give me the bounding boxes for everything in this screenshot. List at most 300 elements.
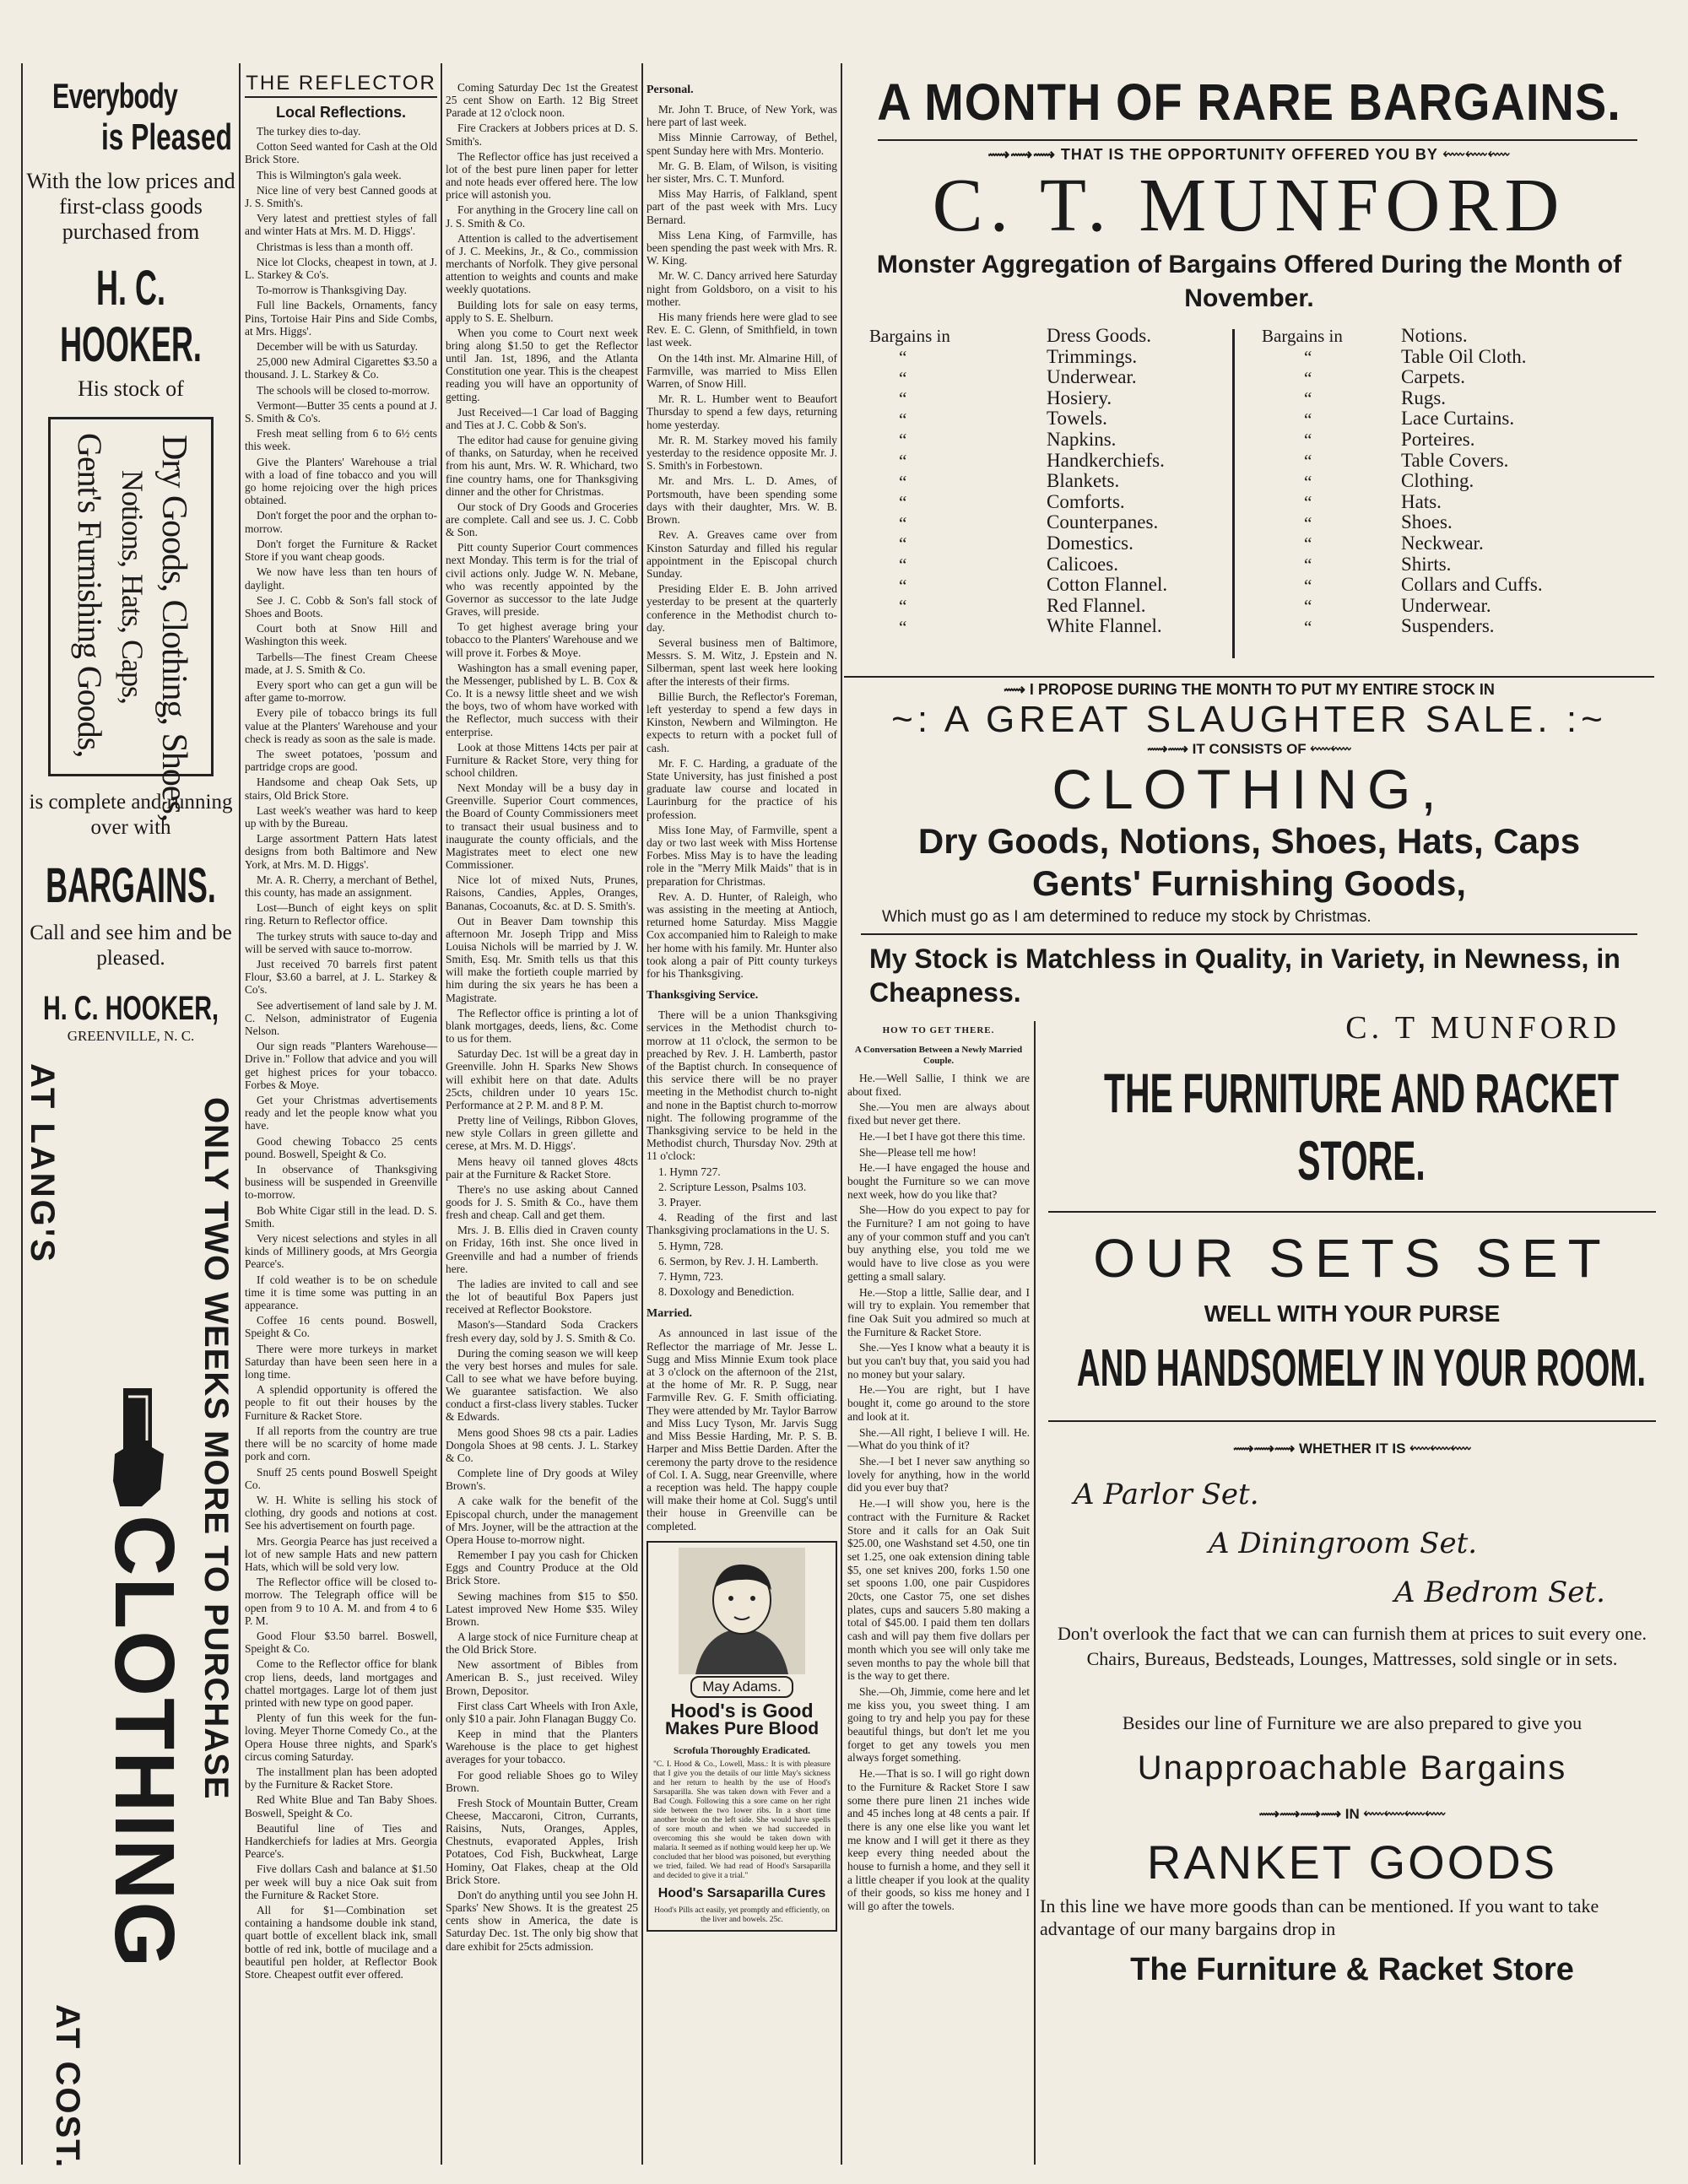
ditto-mark: “ [899,450,907,471]
notice-item: The ladies are invited to call and see the lot of beautiful Box Papers just received at Reflector Bookstore. [446,1277,638,1316]
personal-item: Mr. W. C. Dancy arrived here Saturday night from Goldsboro, on a visit to his mother. [647,269,837,308]
notice-item: A large stock of nice Furniture cheap at the Old Brick Store. [446,1630,638,1657]
local-item: Nice line of very best Canned goods at J. S. Smith's. [245,183,437,210]
notice-item: Remember I pay you cash for Chicken Eggs and Country Produce at the Old Brick Store. [446,1549,638,1587]
ditto-mark: “ [899,575,907,596]
local-item: The Reflector office will be closed to-morrow. The Telegraph office will be open from 9 to 10 A. M. and from 4 to 6 P. M. [245,1576,437,1627]
munford-rule [861,933,1637,935]
hooker-advertisement [25,76,236,1055]
local-item: Get your Christmas advertisements ready and let the people know what you have. [245,1094,437,1133]
notice-item: Don't do anything until you see John H. Sparks' New Shows. It is the greatest 25 cents show in America, the date is Saturday Dec. 1st. The only big show that dare exhibit for 25cts admission. [446,1888,638,1953]
local-item: The turkey dies to-day. [257,125,361,138]
local-item: Large assortment Pattern Hats latest designs from both Baltimore and New York, at Mrs. M. D. Higgs'. [245,832,437,871]
purse-heading: WELL WITH YOUR PURSE [1204,1300,1501,1327]
married-paragraph: As announced in last issue of the Reflector the marriage of Mr. Jesse L. Sugg and Miss Minnie Exum took place at 3 o'clock on the afternoon of the 21st, at the home of Mr. R. P. Sugg, near Farmville Rev. G. F. Smith officiating. They were attended by Mr. Taylor Barrow and Miss Lucy Tyson, Mr. Jarvis Sugg and Miss Bessie Harding, Mr. P. S. B. Harper and Miss Bettie Darden. After the ceremony the party drove to the residence of Col. I. A. Sugg, near Greenville, where a reception was held. The happy couple will make their home at Col. Sugg's until their house in Greenville can be completed. [647,1327,838,1533]
unapproachable-heading: Unapproachable Bargains [1137,1749,1567,1787]
local-item: We now have less than ten hours of daylight. [245,565,437,592]
local-item: Vermont—Butter 35 cents a pound at J. S. Smith & Co's. [245,398,437,425]
married-text [647,1327,837,1532]
notice-item: The Reflector office has just received a lot of the best pure linen paper for letter and note heads ever offered here. The low price will astonish you. [446,149,638,202]
dialog-line: He.—I have engaged the house and bought the Furniture so we can move next week, how do you like that? [847,1161,1030,1201]
hooker-intro: With the low prices and first-class goods purchased from [26,169,235,244]
notice-item: Look at those Mittens 14cts per pair at Furniture & Racket Store, very thing for school children. [446,740,638,779]
local-item: Five dollars Cash and balance at $1.50 per week will buy a nice Oak suit from the Furniture & Racket Store. [245,1862,437,1901]
local-item: Good chewing Tobacco 25 cents pound. Boswell, Speight & Co. [245,1134,437,1160]
hoods-title: Hood's is Good [670,1699,814,1722]
besides-text: Besides our line of Furniture we are also prepared to give you [1122,1712,1582,1733]
local-item: See J. C. Cobb & Son's fall stock of Shoes and Boots. [245,593,437,619]
stock-line-1: Dry Goods, Clothing, Shoes, [154,435,193,822]
ditto-mark: “ [899,430,907,451]
notice-item: Mens heavy oil tanned gloves 48cts pair at the Furniture & Racket Store. [446,1154,638,1181]
local-item: Coffee 16 cents pound. Boswell, Speight & Co. [245,1314,437,1340]
propose-line [844,676,1654,699]
personal-item: His many friends here were glad to see Rev. E. C. Glenn, of Smithfield, in town last week. [647,311,837,349]
personal-item: Miss Ione May, of Farmville, spent a day or two last week with Miss Hortense Forbes. Miss May is to have the leading role in the "Merry Milk Maids" that is in preparation for Christmas. [647,823,837,888]
bargain-item: Napkins. [1047,428,1117,450]
married-heading: Married. [647,1307,693,1321]
hoods-body: "C. I. Hood & Co., Lowell, Mass.: It is with pleasure that I give you the details of our little May's sickness and her return to health by the use of Hood's Sarsaparilla. She was taken down with Fever and a Bad Cough. Following this a sore came on her right side between the two lower ribs. In a short time another broke on the left side. She would have spells of sore mouth and when we had succeeded in overcoming this she would be taken down with malaria. It seemed as if nothing would keep her up. We concluded that her blood was poisoned, but everything we tried, failed. We had read of Hood's Sarsaparilla and decided to give it a trial." [653,1760,830,1880]
local-item: If cold weather is to be on schedule time it is time some was putting in an appearance. [245,1273,437,1312]
bargains-label-right: Bargains in [1262,326,1343,346]
ditto-mark: “ [1304,492,1312,513]
dialog-line: He.—That is so. I will go right down to the Furniture & Racket Store I saw some there pure linen 21 inches wide and 45 inches long at 48 cents a pair. If there is any one else like you want let me know and I will get it there as they keep every thing needed about the house to furnish a home, and they sell it a little cheaper if you look at the quality of their goods, so kiss me honey and I will go after the towels. [847,1767,1030,1913]
local-item: The turkey struts with sauce to-day and will be served with sauce to-morrow. [245,929,437,955]
bargain-item: Counterpanes. [1047,511,1159,533]
consists-text: IT CONSISTS OF [1192,741,1307,757]
dialog-title: HOW TO GET THERE. [882,1025,995,1035]
notice-item: For anything in the Grocery line call on J. S. Smith & Co. [446,203,638,230]
dialog-line: She—Please tell me how! [859,1145,977,1159]
local-item: There were more turkeys in market Saturday than have been seen here in a long time. [245,1342,437,1381]
notice-item: Fire Crackers at Jobbers prices at D. S. Smith's. [446,122,638,148]
bargain-item: Dress Goods. [1047,325,1151,346]
reflector-column [245,74,437,2163]
local-item: Bob White Cigar still in the lead. D. S. Smith. [245,1203,437,1230]
local-item: Fresh meat selling from 6 to 6½ cents this week. [245,427,437,453]
everybody-heading: Everybody [52,76,178,116]
hooker-name: H. C. HOOKER. [60,261,202,372]
dialog-line: She.—All right, I believe I will. He.—What do you think of it? [847,1425,1030,1452]
dialog-line: She.—I bet I never saw anything so lovely for anything, how in the world did you ever buy that? [847,1454,1030,1495]
in-text: IN [1344,1806,1360,1822]
personal-item: Miss Lena King, of Farmville, has been spending the past week with Mrs. R. W. King. [647,228,837,268]
ornament-icon: ⟿ [1004,681,1030,698]
parlor-set: A Parlor Set. [1074,1478,1259,1511]
bargains-heading: BARGAINS. [46,858,216,913]
local-items [245,125,437,1981]
bargain-item: Cotton Flannel. [1047,574,1168,596]
local-item: In observance of Thanksgiving business will be suspended in Greenville to-morrow. [245,1163,437,1202]
notice-item: Fresh Stock of Mountain Butter, Cream Cheese, Maccaroni, Citron, Currants, Raisins, Nuts, Oranges, Apples, Chestnuts, evaporated Apples, Irish Potatoes, Cod Fish, Buckwheat, Large Hominy, Oat Flakes, cheap at the Old Brick Store. [446,1796,638,1886]
notice-item: The editor had cause for genuine giving of thanks, on Saturday, when he received from his aunt, Mrs. W. R. Whichard, two fine country hams, one for Thanksgiving dinner and the other for Christmas. [446,434,638,498]
local-item: If all reports from the country are true there will be no scarcity of home made pork and corn. [245,1424,437,1463]
propose-text: I PROPOSE DURING THE MONTH TO PUT MY ENTIRE STOCK IN [1029,681,1495,698]
munford-signature: C. T MUNFORD [1345,1010,1620,1046]
stock-line-3: Gent's Furnishing Goods, [71,433,109,758]
local-item: All for $1—Combination set containing a handsome double ink stand, quart bottle of excellent black ink, small bottle of red ink, bottle of mucilage and a beautiful pen holder, at Reflector Book Store. Cheapest outfit ever offered. [245,1904,437,1981]
thanksgiving-text [647,1008,837,1162]
notice-item: Complete line of Dry goods at Wiley Brown's. [446,1467,638,1493]
local-item: Very nicest selections and styles in all kinds of Millinery goods, at Mrs Georgia Pearce's. [245,1232,437,1271]
langs-heading: AT LANG'S [24,1063,61,1264]
personal-item: Miss Minnie Carroway, of Bethel, spent Sunday here with Mrs. Monterio. [647,131,837,157]
notice-item: Our stock of Dry Goods and Groceries are complete. Call and see us. J. C. Cobb & Son. [446,500,638,539]
ornament-icon: ⬳⬳ [1306,741,1351,757]
local-item: Every pile of tobacco brings its full value at the Planters' Warehouse and your check is ready as soon as the sale is made. [245,706,437,745]
local-item: Give the Planters' Warehouse a trial with a load of fine tobacco and you will go home rejoicing over the high prices obtained. [245,455,437,507]
notice-item: Saturday Dec. 1st will be a great day in Greenville. John H. Sparks New Shows will exhibit here on that date. Adults 25cts, children under 10 years 15c. Performance at 2 P. M. and 8 P. M. [446,1047,638,1111]
dialog-line: He.—Stop a little, Sallie dear, and I will try to explain. You remember that fine Oak Suit you admired so much at the Furniture & Racket Store. [847,1285,1030,1338]
notice-item: First class Cart Wheels with Iron Axle, only $10 a pair. John Flanagan Buggy Co. [446,1699,638,1725]
local-item: Just received 70 barrels first patent Flour, $3.60 a barrel, at J. L. Starkey & Co's. [245,957,437,997]
room-rule [1048,1420,1656,1422]
notice-item: For good reliable Shoes go to Wiley Brown. [446,1768,638,1794]
complete-text: is complete and running over with [29,791,233,839]
local-item: W. H. White is selling his stock of clothing, dry goods and notions at cost. See his advertisement on fourth page. [245,1493,437,1533]
bargain-item: Rugs. [1401,387,1447,408]
ditto-mark: “ [899,367,907,388]
slaughter-text: A GREAT SLAUGHTER SALE. [944,699,1552,740]
line-dry-goods: Dry Goods, Notions, Shoes, Hats, Caps [917,821,1581,861]
ditto-mark: “ [1304,575,1312,596]
ditto-mark: “ [899,492,907,513]
personal-item: Miss May Harris, of Falkland, spent part of the past week with Mrs. Lucy Bernard. [647,187,837,226]
list-divider [1232,329,1235,658]
notice-item: During the coming season we will keep the very best horses and mules for sale. Call to see what we have before buying. We guarantee satisfaction. We also conduct a first-class livery stables. Tucker & Edwards. [446,1346,638,1424]
bargain-item: Porteires. [1401,428,1475,450]
bargain-item: Towels. [1047,408,1107,430]
bedroom-set: A Bedrom Set. [1394,1576,1605,1609]
ditto-mark: “ [1304,347,1312,367]
local-item: Nice lot Clocks, cheapest in town, at J. L. Starkey & Co's. [245,255,437,282]
notice-item: Pretty line of Veilings, Ribbon Gloves, new style Collars in green gillette and cerese, at Mrs. M. D. Higgs'. [446,1114,638,1153]
dialog-line: She.—Yes I know what a beauty it is but you can't buy that, you said you had no money but your salary. [847,1341,1030,1381]
bargains-list [844,326,1688,676]
dialog-subtitle: A Conversation Between a Newly Married Couple. [854,1045,1023,1066]
notice-item: Coming Saturday Dec 1st the Greatest 25 cent Show on Earth. 12 Big Street Parade at 12 o'clock noon. [446,81,638,120]
list-right [1401,326,1543,637]
slaughter-heading [844,699,1654,741]
pointing-hand-icon [108,1388,167,1506]
local-item: Last week's weather was hard to keep up with by the Bureau. [245,803,437,830]
ditto-mark: “ [1304,554,1312,575]
notice-item: When you come to Court next week bring along $1.50 to get the Reflector until Jan. 1st, 1896, and the Atlanta Constitution one year. This is the cheapest reading you will have an opportunity of getting. [446,326,638,403]
ditto-mark: “ [899,533,907,554]
bargain-item: Red Flannel. [1047,594,1146,616]
local-item: Don't forget the poor and the orphan to-morrow. [245,509,437,535]
whether-line [1040,1441,1664,1457]
hoods-name-banner: May Adams. [690,1676,793,1698]
matchless-text: My Stock is Matchless in Quality, in Variety, in Newness, in Cheapness. [869,943,1620,1008]
ornament-icon: ⬳⬳⬳⬳ [1359,1806,1446,1822]
local-item: The sweet potatoes, 'possum and partridge crops are good. [245,747,437,774]
hooker-signature: H. C. HOOKER, [42,990,219,1027]
column-rule [841,63,842,2165]
personal-item: Rev. A. D. Hunter, of Raleigh, who was assisting in the meeting at Antioch, returned home Saturday. Miss Maggie Cox accompanied him to Raleigh to make her home with his family. Mr. Hunter also took along a pair of Pitt county turkeys for his Thanksgiving. [647,889,837,980]
personal-item: Mr. F. C. Harding, a graduate of the State University, has just finished a post graduate law course and located in Laurinburg for the practice of his profession. [647,756,837,821]
local-item: Handsome and cheap Oak Sets, up stairs, Old Brick Store. [245,776,437,802]
ditto-mark: “ [1304,388,1312,409]
dialog-line: He.—Well Sallie, I think we are about fixed. [847,1072,1030,1098]
dialog-line: She.—You men are always about fixed but never get there. [847,1100,1030,1127]
call-text: Call and see him and be pleased. [30,922,232,970]
ornament-right-icon: ⬳⬳⬳ [1437,146,1511,163]
program-item: 8. Doxology and Benediction. [658,1285,795,1299]
notice-item: Next Monday will be a busy day in Greenville. Superior Court commences, the Board of County Commissioners meet to transact their usual business and to inaugurate the county officials, and the Magistrates meet to elect one new Commissioner. [446,781,638,872]
local-item: Cotton Seed wanted for Cash at the Old Brick Store. [245,140,437,166]
ditto-marks-right [1304,347,1312,637]
overlook-text: Don't overlook the fact that we can can furnish them at prices to suit every one. Chairs, Bureaus, Bedsteads, Lounges, Mattresses, sold single or in sets. [1058,1623,1647,1669]
bargain-item: Shirts. [1401,553,1452,575]
personal-heading: Personal. [647,84,694,96]
ditto-mark: “ [1304,616,1312,637]
local-item: Christmas is less than a month off. [257,240,414,253]
notices-column [446,81,638,2163]
masthead: THE REFLECTOR [245,74,437,98]
column-rule [641,63,643,2165]
list-left [1047,326,1167,637]
local-item: The schools will be closed to-morrow. [257,383,430,397]
notice-item: Just Received—1 Car load of Bagging and Ties at J. C. Cobb & Son's. [446,405,638,431]
ornament-icon: ⬳⬳⬳ [1405,1441,1471,1457]
notice-item: Sewing machines from $15 to $50. Latest improved New Home $35. Wiley Brown. [446,1589,638,1628]
langs-advertisement [24,1059,236,2170]
notice-item: There's no use asking about Canned goods for J. S. Smith & Co., have them fresh and cheap. Call and get them. [446,1182,638,1222]
local-reflections-heading: Local Reflections. [275,104,407,121]
local-item: Tarbells—The finest Cream Cheese made, at J. S. Smith & Co. [245,650,437,676]
local-item: This is Wilmington's gala week. [257,168,402,181]
notice-item: Keep in mind that the Planters Warehouse is the place to get highest averages for your tobacco. [446,1727,638,1766]
personal-item: Presiding Elder E. B. John arrived yesterday to be present at the quarterly conference in the Methodist church to-day. [647,582,837,634]
ditto-mark: “ [1304,367,1312,388]
bargain-item: Shoes. [1401,511,1453,533]
local-item: Plenty of fun this week for the fun-loving. Meyer Thorne Comedy Co., at the Opera House three nights, and Spark's circus coming Saturday. [245,1711,437,1763]
local-item: See advertisement of land sale by J. M. C. Nelson, administrator of Eugenia Nelson. [245,998,437,1037]
personal-item: Billie Burch, the Reflector's Foreman, left yesterday to spend a few days in Kinston, Newbern and Wilmington. He expects to return with a pocket full of cash. [647,689,837,754]
dialog-line: He.—I will show you, here is the contract with the Furniture & Racket Store and it calls for an Oak Suit $25.00, one Washstand set 4.50, one tin set 1.25, one oak extension dining table $5, one set knives 200, forks 1.50 one set spoons 1.00, one pair Cuspidores 20cts, one Castor 75, one set dishes plates, cups and saucers 5.80 making a total of $45.00. I paid them ten dollars cash and will pay them five dollars per month which you see will only take me seven months to pay the whole bill that is the way to get there. [847,1497,1030,1683]
line-gents: Gents' Furnishing Goods, [1032,863,1466,903]
dialog-line: He.—You are right, but I have bought it, come go around to the store and look at it. [847,1383,1030,1423]
hoods-advertisement [647,1541,837,1932]
dialog-lines [847,1072,1030,1913]
notice-item: Mens good Shoes 98 cts a pair. Ladies Dongola Shoes at 98 cents. J. L. Starkey & Co. [446,1425,638,1464]
hooker-city: GREENVILLE, N. C. [67,1028,195,1044]
bargain-item: Clothing. [1401,470,1474,492]
local-item: Don't forget the Furniture & Racket Store if you want cheap goods. [245,537,437,564]
offered-line [844,146,1654,164]
personal-items [647,103,837,980]
local-item: Mrs. Georgia Pearce has just received a lot of new sample Hats and new pattern Hats, which will be sold very low. [245,1534,437,1573]
ditto-mark: “ [899,408,907,430]
local-item: 25,000 new Admiral Cigarettes $3.50 a thousand. J. L. Starkey & Co. [245,355,437,381]
langs-cost: AT COST. [49,2004,86,2170]
ornament-icon: :~ [1551,699,1607,740]
local-item: A splendid opportunity is offered the people to fit out their houses by the Furniture & Racket Store. [245,1383,437,1422]
ditto-mark: “ [1304,450,1312,471]
bargain-item: Trimmings. [1047,345,1138,367]
munford-headline: A MONTH OF RARE BARGAINS. [877,72,1621,132]
dining-set: A Diningroom Set. [1209,1527,1478,1560]
bargain-item: White Flannel. [1047,615,1162,637]
personal-column [647,81,837,2163]
notice-item: New assortment of Bibles from American B. S., just received. Wiley Brown, Depositor. [446,1658,638,1697]
bargain-item: Table Covers. [1401,449,1509,471]
bargain-item: Handkerchiefs. [1047,449,1165,471]
local-item: Snuff 25 cents pound Boswell Speight Co. [245,1465,437,1491]
bargain-item: Neckwear. [1401,532,1484,554]
ornament-icon: ⟿⟿⟿⟿ [1258,1806,1345,1822]
notice-item: Pitt county Superior Court commences next Monday. This term is for the trial of civil actions only. Judge W. N. Mebane, who was recently appointed by the Governor as successor to the late Judge Graves, will preside. [446,541,638,619]
dialog-line: She—How do you expect to pay for the Furniture? I am not going to have any of your common stuff and you can't buy anything else, you told me we would have to live close as you were getting a small salary. [847,1203,1030,1283]
bargain-item: Underwear. [1047,366,1137,388]
store-heading: THE FURNITURE AND RACKET STORE. [1103,1062,1619,1192]
which-text: Which must go as I am determined to reduce my stock by Christmas. [882,908,1372,926]
header-rule [878,139,1637,141]
stock-line-2: Notions, Hats, Caps, [116,470,149,704]
portrait-illustration [679,1548,805,1674]
bargain-item: Blankets. [1047,470,1120,492]
consists-line [844,741,1654,758]
notice-item: Nice lot of mixed Nuts, Prunes, Raisons, Candies, Apples, Oranges, Bananas, Cocoanuts, &c. at D. S. Smith's. [446,873,638,912]
bargain-item: Hosiery. [1047,387,1112,408]
langs-weeks: ONLY TWO WEEKS MORE TO PURCHASE [197,1097,235,1800]
personal-item: Mr. and Mrs. L. D. Ames, of Portsmouth, have been spending some days with their daughter, Mrs. W. B. Brown. [647,474,837,527]
personal-item: Mr. John T. Bruce, of New York, was here part of last week. [647,103,837,129]
store-rule [1048,1211,1656,1213]
hoods-title-2: Makes Pure Blood [664,1718,820,1738]
notice-item: Washington has a small evening paper, the Messenger, published by L. B. Cox & Co. It is a newsy little sheet and we wish the boys, two of whom have worked with the Reflector, much success with their enterprise. [446,661,638,738]
ditto-mark: “ [1304,408,1312,430]
column-rule [1034,1021,1036,2165]
thanksgiving-program [647,1165,837,1299]
racket-goods-heading: RANKET GOODS [1146,1835,1558,1889]
local-item: Red White Blue and Tan Baby Shoes. Boswell, Speight & Co. [245,1793,437,1819]
clothing-heading: CLOTHING, [1052,758,1447,820]
dialog-line: She.—Oh, Jimmie, come here and let me kiss you, you sweet thing. I am going to try and help you pay for these beautiful things, but don't let me you forget to get any towels you men always forget something. [847,1684,1030,1765]
bargain-item: Calicoes. [1047,553,1118,575]
program-item: 2. Scripture Lesson, Psalms 103. [658,1180,807,1193]
notice-item: Building lots for sale on easy terms, apply to S. E. Shelburn. [446,298,638,324]
local-item: Good Flour $3.50 barrel. Boswell, Speight & Co. [245,1629,437,1656]
langs-clothing: CLOTHING [97,1515,192,1970]
local-item: Every sport who can get a gun will be after game to-morrow. [245,678,437,705]
bargain-item: Carpets. [1401,366,1466,388]
ditto-mark: “ [899,554,907,575]
notice-item: The Reflector office is printing a lot of blank mortgages, deeds, liens, &c. Come to us for them. [446,1006,638,1046]
bargain-item: Domestics. [1047,532,1133,554]
notice-item: To get highest average bring your tobacco to the Planters' Warehouse and we will prove it. Forbes & Moye. [446,620,638,659]
notice-items [446,81,638,1953]
ditto-marks-left [899,347,906,637]
personal-item: Mr. R. L. Humber went to Beaufort Thursday to spend a few days, returning home yesterday. [647,392,837,431]
munford-name: C. T. MUNFORD [932,164,1566,247]
bargain-item: Collars and Cuffs. [1401,574,1543,596]
sets-heading: OUR SETS SET [1093,1228,1611,1289]
bargain-item: Suspenders. [1401,615,1495,637]
ditto-mark: “ [1304,596,1312,617]
column-rule [441,63,442,2165]
local-item: Our sign reads "Planters Warehouse—Drive in." Follow that advice and you will get highest prices for your tobacco. Forbes & Moye. [245,1040,437,1091]
his-stock: His stock of [78,376,184,401]
local-item: Lost—Bunch of eight keys on split ring. Return to Reflector office. [245,901,437,927]
whether-text: WHETHER IT IS [1298,1441,1406,1457]
program-item: 5. Hymn, 728. [658,1239,723,1252]
monster-heading: Monster Aggregation of Bargains Offered During the Month of November. [876,251,1622,312]
local-item: Court both at Snow Hill and Washington this week. [245,622,437,648]
personal-item: Mr. R. M. Starkey moved his family yesterday to the residence opposite Mr. J. S. Smith's in Forbestown. [647,433,837,473]
is-pleased-heading: is Pleased [101,116,232,158]
bargain-item: Notions. [1401,325,1468,346]
ditto-mark: “ [899,471,907,492]
local-item: Come to the Reflector office for blank crop liens, deeds, land mortgages and chattel mortgages. Large lot of them just printed with new type on good paper. [245,1657,437,1709]
ditto-mark: “ [1304,471,1312,492]
personal-item: Rev. A. Greaves came over from Kinston Saturday and filled his regular appointment in the Episcopal church Sunday. [647,528,837,580]
hoods-subtitle: Scrofula Thoroughly Eradicated. [674,1745,810,1756]
program-item: 1. Hymn 727. [658,1165,721,1178]
ornament-left-icon: ⟿⟿⟿ [987,146,1061,163]
program-item: 7. Hymn, 723. [658,1270,723,1284]
room-heading: AND HANDSOMELY IN YOUR ROOM. [1076,1339,1647,1397]
ditto-mark: “ [899,616,907,637]
notice-item: Mrs. J. B. Ellis died in Craven county on Friday, 16th inst. She once lived in Greenville and had a number of friends here. [446,1224,638,1275]
bargain-item: Table Oil Cloth. [1401,345,1527,367]
dialog-line: He.—I bet I have got there this time. [859,1129,1025,1143]
bargain-item: Lace Curtains. [1401,408,1515,430]
ornament-icon: ~: [891,699,944,740]
in-line [1040,1806,1664,1823]
dialog-column [847,1021,1030,2165]
ditto-mark: “ [899,347,907,367]
ditto-mark: “ [1304,512,1312,533]
bargain-item: Hats. [1401,490,1442,512]
notice-item: Mason's—Standard Soda Crackers fresh every day, sold by J. S. Smith & Co. [446,1318,638,1344]
ditto-mark: “ [899,596,907,617]
ditto-mark: “ [1304,430,1312,451]
footer-heading: The Furniture & Racket Store [1130,1952,1574,1987]
more-text: In this line we have more goods than can be mentioned. If you want to take advantage of our many bargains drop in [1040,1895,1599,1939]
local-item: December will be with us Saturday. [257,340,419,354]
notice-item: Out in Beaver Dam township this afternoon Mr. Joseph Tripp and Miss Louisa Nichols will be married by J. W. Smith, Esq. Mr. Smith tells us that this will make the fortieth couple married by him during the six years he has been a Magistrate. [446,914,638,1004]
notice-item: Attention is called to the advertisement of J. C. Meekins, Jr., & Co., commission merchants of Norfolk. They give personal attention to weights and counts and make weekly quotations. [446,231,638,296]
bargain-item: Comforts. [1047,490,1125,512]
ornament-icon: ⟿⟿⟿ [1233,1441,1299,1457]
bargains-label-left: Bargains in [869,326,950,346]
hoods-pills: Hood's Pills act easily, yet promptly and efficiently, on the liver and bowels. 25c. [654,1906,830,1924]
notice-item: A cake walk for the benefit of the Episcopal church, under the management of Mrs. Joyner, will be the attraction at the Opera House to-morrow night. [446,1495,638,1546]
local-item: Very latest and prettiest styles of fall and winter Hats at Mrs. M. D. Higgs'. [245,212,437,238]
personal-item: Mr. G. B. Elam, of Wilson, is visiting her sister, Mrs. C. T. Munford. [647,159,837,186]
local-item: Mr. A. R. Cherry, a merchant of Bethel, this county, has made an assignment. [245,873,437,899]
ditto-mark: “ [1304,533,1312,554]
personal-item: On the 14th inst. Mr. Almarine Hill, of Farmville, was married to Miss Ellen Warren, of Snow Hill. [647,351,837,391]
ditto-mark: “ [899,388,907,409]
local-item: Beautiful line of Ties and Handkerchiefs for ladies at Mrs. Georgia Pearce's. [245,1821,437,1861]
local-item: Full line Backels, Ornaments, fancy Pins, Tortoise Hair Pins and Side Combs, at Mrs. Higgs'. [245,299,437,338]
bargain-item: Underwear. [1401,594,1491,616]
program-item: 3. Prayer. [658,1196,701,1209]
ornament-icon: ⟿⟿ [1147,741,1193,757]
hoods-cures: Hood's Sarsaparilla Cures [657,1885,826,1900]
program-item: 6. Sermon, by Rev. J. H. Lamberth. [658,1254,819,1268]
local-item: The installment plan has been adopted by the Furniture & Racket Store. [245,1765,437,1792]
column-rule [239,63,241,2165]
thanksgiving-paragraph: There will be a union Thanksgiving services in the Methodist church to-morrow at 11 o'clock, the sermon to be preached by Rev. J. H. Lamberth, pastor of the Baptist church. In consequence of this service there will be no prayer meeting in the Methodist church to-night and none in the Baptist church to-morrow night. The following programme of the Thanksgiving service to be held in the Methodist church, Thursday Nov. 29th at 11 o'clock: [647,1008,837,1163]
personal-item: Several business men of Baltimore, Messrs. S. M. Witz, J. Epstein and N. Silberman, spent last week here looking after the interests of their firms. [647,635,837,688]
ditto-mark: “ [899,512,907,533]
racket-store-advertisement [1040,1034,1683,2165]
program-item: 4. Reading of the first and last Thanksgiving proclamations in the U. S. [647,1211,837,1237]
